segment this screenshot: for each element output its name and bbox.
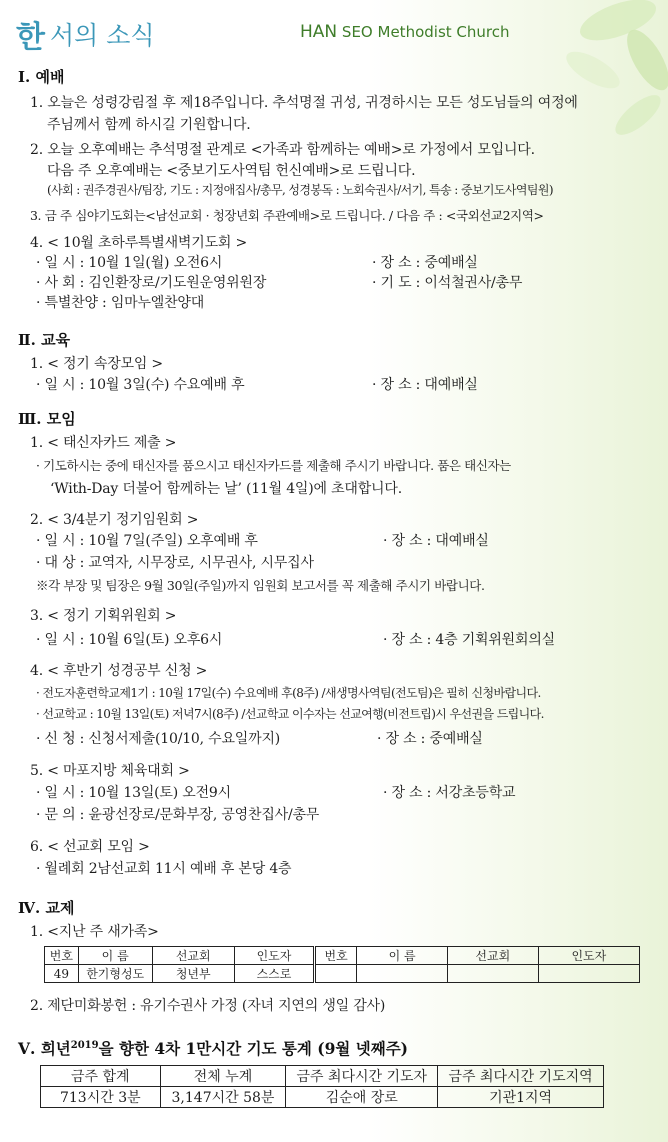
worship-item-4-time: · 일 시 : 10월 1일(월) 오전6시 [36, 255, 223, 271]
table-cell: 713시간 3분 [41, 1087, 161, 1108]
worship-item-1-cont: 주님께서 함께 하시길 기원합니다. [47, 117, 251, 133]
meeting-item-2-note: ※각 부장 및 팀장은 9월 30일(주일)까지 임원회 보고서를 꼭 제출해 주시기 바랍니다. [36, 578, 485, 593]
meeting-item-3: 3. < 정기 기획위원회 > [30, 608, 177, 624]
meeting-item-4-place: · 장 소 : 중예배실 [377, 731, 483, 747]
church-name [300, 22, 509, 42]
table-header-cell: 선교회 [152, 947, 234, 965]
meeting-item-4: 4. < 후반기 성경공부 신청 > [30, 663, 208, 679]
meeting-item-2-target: · 대 상 : 교역자, 시무장로, 시무권사, 시무집사 [36, 555, 314, 571]
table-cell: 기관1지역 [438, 1087, 604, 1108]
table-cell [315, 965, 357, 983]
table-cell [447, 965, 538, 983]
fellowship-item-1: 1. <지난 주 새가족> [30, 924, 159, 940]
worship-item-4-host: · 사 회 : 김인환장로/기도원운영위원장 [36, 275, 267, 291]
section-title-meetings: Ⅲ. 모임 [18, 410, 76, 428]
church-name-rest: Methodist Church [377, 23, 510, 41]
table-cell: 49 [45, 965, 79, 983]
section-title-fellowship: Ⅳ. 교제 [18, 899, 75, 917]
table-cell: 김순애 장로 [286, 1087, 438, 1108]
table-cell: 스스로 [234, 965, 314, 983]
table-header-cell: 선교회 [447, 947, 538, 965]
table-header-row [45, 947, 640, 965]
meeting-item-2-time: · 일 시 : 10월 7일(주일) 오후예배 후 [36, 533, 258, 549]
education-item-1-time: · 일 시 : 10월 3일(수) 수요예배 후 [36, 377, 245, 393]
worship-item-2-roles: (사회 : 권주경권사/팀장, 기도 : 지정애집사/총무, 성경봉독 : 노회숙권사/서기, 특송 : 중보기도사역팀원) [47, 183, 553, 197]
meeting-item-6: 6. < 선교회 모임 > [30, 839, 150, 855]
prayer-title-pre: Ⅴ. 희년 [18, 1039, 71, 1058]
meeting-item-5-place: · 장 소 : 서강초등학교 [383, 785, 516, 801]
worship-item-2: 2. 오늘 오후예배는 추석명절 관계로 <가족과 함께하는 예배>로 가정에서 모입니다. [30, 142, 535, 158]
meeting-item-2-place: · 장 소 : 대예배실 [383, 533, 489, 549]
meeting-item-1-desc: · 기도하시는 중에 태신자를 품으시고 태신자카드를 제출해 주시기 바랍니다. 품은 태신자는 [36, 458, 511, 473]
education-item-1-place: · 장 소 : 대예배실 [372, 377, 478, 393]
new-family-table [44, 946, 640, 983]
table-cell [357, 965, 448, 983]
meeting-item-1: 1. < 태신자카드 제출 > [30, 435, 177, 451]
meeting-item-4-apply: · 신 청 : 신청서제출(10/10, 수요일까지) [36, 731, 281, 747]
table-header-cell: 전체 누계 [160, 1066, 286, 1087]
table-header-cell: 번호 [45, 947, 79, 965]
table-header-cell: 이 름 [78, 947, 152, 965]
prayer-title-post: 을 향한 4차 1만시간 기도 통계 (9월 넷째주) [98, 1039, 409, 1058]
table-row [41, 1087, 604, 1108]
education-item-1: 1. < 정기 속장모임 > [30, 356, 163, 372]
church-name-han: HAN [300, 22, 338, 42]
table-header-cell: 금주 최다시간 기도지역 [438, 1066, 604, 1087]
table-header-row [41, 1066, 604, 1087]
meeting-item-3-time: · 일 시 : 10월 6일(토) 오후6시 [36, 632, 223, 648]
table-header-cell: 금주 합계 [41, 1066, 161, 1087]
church-name-seo: SEO [341, 23, 373, 41]
worship-item-4: 4. < 10월 초하루특별새벽기도회 > [30, 235, 247, 251]
worship-item-4-prayer: · 기 도 : 이석철권사/총무 [372, 275, 523, 291]
worship-item-3: 3. 금 주 심야기도회는<남선교회 · 청장년회 주관예배>로 드립니다. / 다음 주 : <국외선교2지역> [30, 208, 544, 223]
worship-item-4-place: · 장 소 : 중예배실 [372, 255, 478, 271]
table-header-cell: 번호 [315, 947, 357, 965]
table-cell [538, 965, 639, 983]
leaf-decoration-icon [498, 0, 668, 150]
section-title-prayer-stats [18, 1037, 408, 1059]
table-header-cell: 금주 최다시간 기도자 [286, 1066, 438, 1087]
table-cell: 3,147시간 58분 [160, 1087, 286, 1108]
meeting-item-2: 2. < 3/4분기 정기임원회 > [30, 512, 199, 528]
meeting-item-4-school2: · 선교학교 : 10월 13일(토) 저녁7시(8주) /선교학교 이수자는 선교여행(비전트립)시 우선권을 드립니다. [36, 707, 544, 721]
worship-item-2-cont: 다음 주 오후예배는 <중보기도사역팀 헌신예배>로 드립니다. [47, 163, 416, 179]
meeting-item-4-school1: · 전도자훈련학교제1기 : 10월 17일(수) 수요예배 후(8주) /새생명사역팀(전도팀)은 필히 신청바랍니다. [36, 686, 541, 700]
header-title-han: 한 [16, 20, 45, 55]
meeting-item-1-desc-cont: ‘With-Day 더불어 함께하는 날’ (11월 4일)에 초대합니다. [50, 481, 402, 497]
table-cell: 한기형성도 [78, 965, 152, 983]
prayer-stats-table [40, 1065, 604, 1108]
header-title: 서의 소식 [50, 21, 155, 50]
worship-item-1: 1. 오늘은 성령강림절 후 제18주입니다. 추석명절 귀성, 귀경하시는 모든 성도님들의 여정에 [30, 95, 578, 111]
table-header-cell: 이 름 [357, 947, 448, 965]
meeting-item-5-time: · 일 시 : 10월 13일(토) 오전9시 [36, 785, 231, 801]
worship-item-4-praise: · 특별찬양 : 임마누엘찬양대 [36, 295, 205, 311]
meeting-item-6-desc: · 월례회 2남선교회 11시 예배 후 본당 4층 [36, 861, 292, 877]
table-header-cell: 인도자 [234, 947, 314, 965]
table-header-cell: 인도자 [538, 947, 639, 965]
section-title-worship: Ⅰ. 예배 [18, 68, 65, 86]
fellowship-item-2: 2. 제단미화봉헌 : 유기수권사 가정 (자녀 지연의 생일 감사) [30, 998, 386, 1014]
table-row [45, 965, 640, 983]
section-title-education: Ⅱ. 교육 [18, 331, 71, 349]
meeting-item-5-contact: · 문 의 : 윤광선장로/문화부장, 공영찬집사/총무 [36, 807, 320, 823]
prayer-title-year: 2019 [70, 1039, 99, 1051]
table-cell: 청년부 [152, 965, 234, 983]
meeting-item-5: 5. < 마포지방 체육대회 > [30, 763, 190, 779]
meeting-item-3-place: · 장 소 : 4층 기획위원회의실 [383, 632, 555, 648]
